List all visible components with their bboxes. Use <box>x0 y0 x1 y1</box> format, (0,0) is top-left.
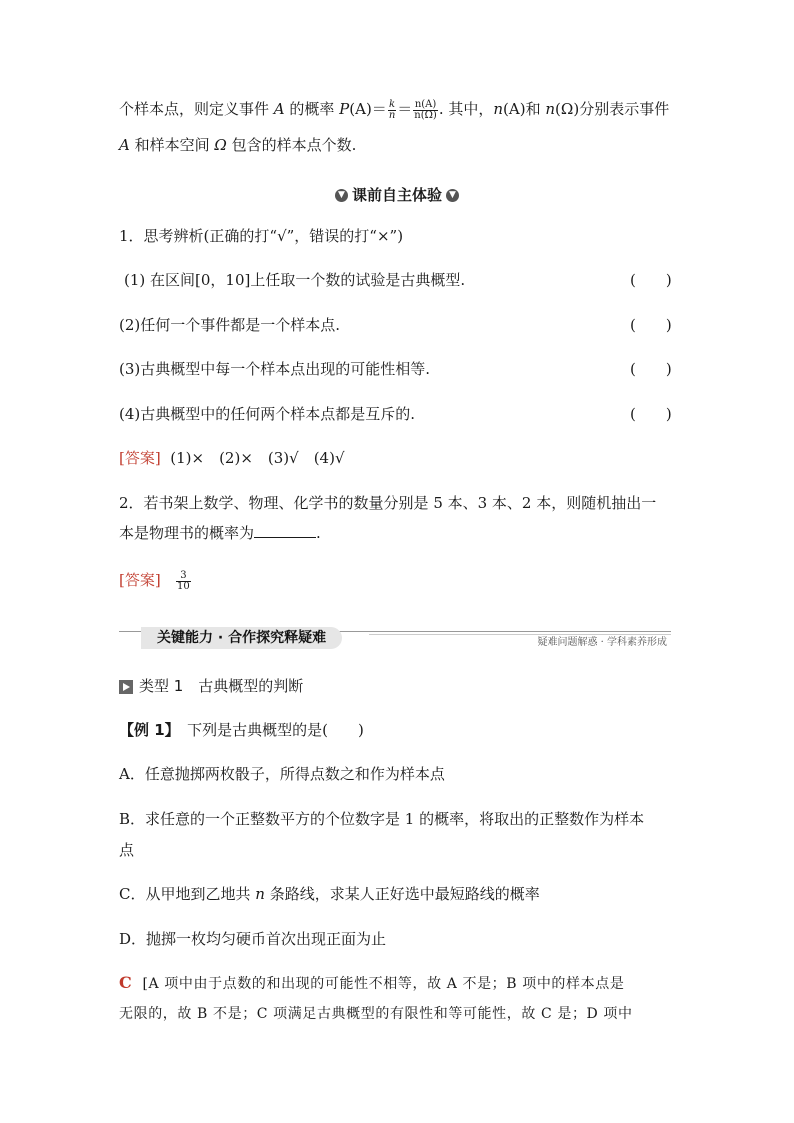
n-symbol: n <box>255 885 265 903</box>
answer-tag: [答案] <box>119 449 161 467</box>
q2-line-2 <box>119 523 321 543</box>
section-banner <box>119 625 671 651</box>
intro-text: (Ω) <box>555 100 580 118</box>
omega-symbol: Ω <box>214 136 227 154</box>
frac-den: n <box>388 109 396 121</box>
intro-text: ＝ <box>397 100 413 118</box>
option-c <box>119 884 540 904</box>
fill-blank <box>254 523 316 538</box>
answer-tag: [答案] <box>119 571 161 589</box>
solution-text: [A 项中由于点数的和出现的可能性不相等，故 A 不是；B 项中的样本点是 <box>142 976 625 992</box>
intro-text: 分别表示事件 <box>579 100 670 118</box>
banner-subtitle: 疑难问题解惑 · 学科素养形成 <box>537 637 667 648</box>
play-triangle-icon <box>119 680 133 694</box>
answer-paren: ( ) <box>630 360 672 378</box>
answer-paren: ( ) <box>630 405 672 423</box>
example-stem <box>119 720 364 740</box>
intro-text: 包含的样本点个数. <box>226 136 357 154</box>
frac-num: 3 <box>176 571 191 582</box>
q2-answer <box>119 570 192 592</box>
intro-text: 的概率 <box>284 100 340 118</box>
frac-num: n(A) <box>414 98 437 110</box>
frac-num: k <box>389 98 396 110</box>
q1-item-1: (1) 在区间[0，10]上任取一个数的试验是古典概型. <box>124 271 466 289</box>
option-text: C．从甲地到乙地共 <box>119 885 256 903</box>
solution-line-1 <box>119 973 675 994</box>
intro-text: 和样本空间 <box>129 136 215 154</box>
q1-item-2: (2)任何一个事件都是一个样本点. <box>119 316 341 334</box>
prob-p: P <box>339 100 350 118</box>
down-arrow-icon: ▼ <box>335 189 348 202</box>
section-title <box>0 184 794 205</box>
intro-text: 和 <box>525 100 546 118</box>
intro-text: 个样本点，则定义事件 <box>119 100 274 118</box>
intro-text: (A) <box>503 100 526 118</box>
q1-stem: 1．思考辨析(正确的打“√”，错误的打“×”) <box>119 227 404 245</box>
q1-item-3: (3)古典概型中每一个样本点出现的可能性相等. <box>119 360 431 378</box>
frac-den: 10 <box>177 580 190 592</box>
option-b-line-1: B．求任意的一个正整数平方的个位数字是 1 的概率，将取出的正整数作为样本 <box>119 810 645 828</box>
answer-text: (1)× (2)× (3)√ (4)√ <box>170 449 345 467</box>
type-label: 类型 1 古典概型的判断 <box>139 677 304 695</box>
option-d: D．抛掷一枚均匀硬币首次出现正面为止 <box>119 930 387 948</box>
option-b-line-2: 点 <box>119 841 135 859</box>
example-tag: 【例 1】 <box>119 721 173 739</box>
fraction-nA-nOmega <box>413 100 438 121</box>
n-symbol: n <box>545 100 556 118</box>
q1-answer <box>119 448 345 468</box>
type-heading <box>119 676 303 696</box>
example-text: 下列是古典概型的是( ) <box>172 721 364 739</box>
banner-title: 关键能力 · 合作探究释疑难 <box>141 627 342 649</box>
q2-text: 本是物理书的概率为 <box>119 524 255 542</box>
answer-paren: ( ) <box>630 316 672 334</box>
solution-letter: C <box>119 973 133 992</box>
section-title-text: 课前自主体验 <box>351 186 442 204</box>
q1-item-4: (4)古典概型中的任何两个样本点都是互斥的. <box>119 405 416 423</box>
intro-text: . 其中， <box>438 100 494 118</box>
intro-line-2 <box>119 135 356 155</box>
fraction-k-n <box>388 100 396 121</box>
intro-line-1 <box>119 99 669 121</box>
option-text: 条路线，求某人正好选中最短路线的概率 <box>264 885 540 903</box>
answer-fraction <box>176 571 191 592</box>
frac-den: n(Ω) <box>414 109 437 121</box>
q2-text: . <box>316 524 321 542</box>
event-a: A <box>119 136 130 154</box>
event-a: A <box>273 100 285 118</box>
option-a: A．任意抛掷两枚骰子，所得点数之和作为样本点 <box>119 765 445 783</box>
answer-paren: ( ) <box>630 271 672 289</box>
q2-line-1: 2．若书架上数学、物理、化学书的数量分别是 5 本、3 本、2 本，则随机抽出一 <box>119 494 657 512</box>
solution-line-2: 无限的，故 B 不是；C 项满足古典概型的有限性和等可能性，故 C 是；D 项中 <box>119 1006 633 1022</box>
down-arrow-icon: ▼ <box>446 189 459 202</box>
n-symbol: n <box>493 100 504 118</box>
intro-text: (A)＝ <box>349 100 387 118</box>
